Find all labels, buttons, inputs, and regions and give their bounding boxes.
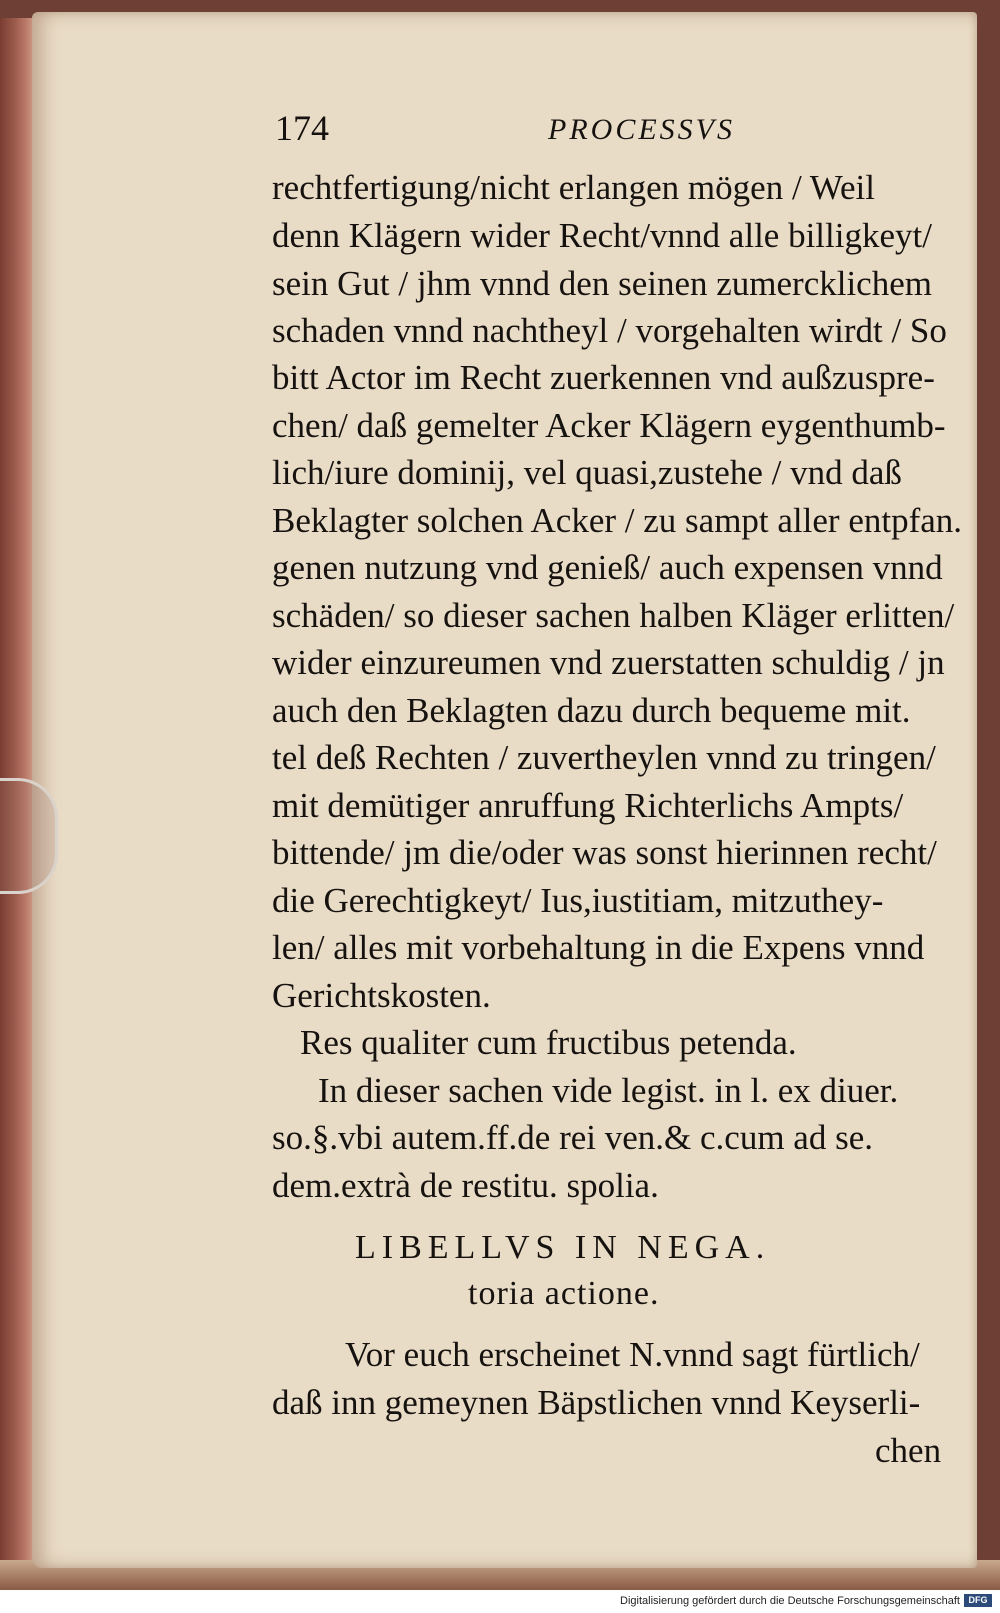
page-number: 174 [275, 108, 329, 148]
body-line: so.§.vbi autem.ff.de rei ven.& c.cum ad se. [272, 1118, 873, 1157]
body-line: die Gerechtigkeyt/ Ius,iustitiam, mitzuthey- [272, 881, 884, 920]
running-head: PROCESSVS [548, 113, 735, 146]
body-line: schaden vnnd nachtheyl / vorgehalten wirdt / So [272, 311, 947, 350]
footer-credit: Digitalisierung gefördert durch die Deutsche Forschungsgemeinschaft [620, 1595, 960, 1607]
body-line: genen nutzung vnd genieß/ auch expensen vnnd [272, 548, 943, 587]
footer-bar [0, 1590, 1000, 1613]
body-line: bittende/ jm die/oder was sonst hierinnen recht/ [272, 833, 937, 872]
body-line: Gerichtskosten. [272, 976, 491, 1015]
body-line: In dieser sachen vide legist. in l. ex diuer. [318, 1071, 899, 1110]
body-line: chen/ daß gemelter Acker Klägern eygenthumb- [272, 406, 946, 445]
body-line: schäden/ so dieser sachen halben Kläger erlitten/ [272, 596, 955, 635]
dfg-logo: DFG [964, 1594, 992, 1607]
body-line: daß inn gemeynen Bäpstlichen vnnd Keyserli- [272, 1383, 921, 1422]
body-line: bitt Actor im Recht zuerkennen vnd außzuspre- [272, 358, 935, 397]
body-line: tel deß Rechten / zuvertheylen vnnd zu tringen/ [272, 738, 936, 777]
body-line: auch den Beklagten dazu durch bequeme mit. [272, 691, 911, 730]
body-line: Vor euch erscheinet N.vnnd sagt fürtlich/ [345, 1335, 920, 1374]
body-line: len/ alles mit vorbehaltung in die Expens vnnd [272, 928, 925, 967]
body-line: Beklagter solchen Acker / zu sampt aller entpfan. [272, 501, 963, 540]
body-line: rechtfertigung/nicht erlangen mögen / Weil [272, 168, 875, 207]
section-heading: LIBELLVS IN NEGA. [355, 1229, 771, 1266]
body-line: Res qualiter cum fructibus petenda. [300, 1023, 797, 1062]
section-subheading: toria actione. [468, 1275, 660, 1312]
body-line: denn Klägern wider Recht/vnnd alle billigkeyt/ [272, 216, 932, 255]
body-line: dem.extrà de restitu. spolia. [272, 1166, 659, 1205]
body-line: lich/iure dominij, vel quasi,zustehe / vnd daß [272, 453, 902, 492]
body-line: wider einzureumen vnd zuerstatten schuldig / jn [272, 643, 945, 682]
body-line: mit demütiger anruffung Richterlichs Ampts/ [272, 786, 904, 825]
body-line: sein Gut / jhm vnnd den seinen zumercklichem [272, 264, 932, 303]
catchword: chen [875, 1431, 942, 1470]
